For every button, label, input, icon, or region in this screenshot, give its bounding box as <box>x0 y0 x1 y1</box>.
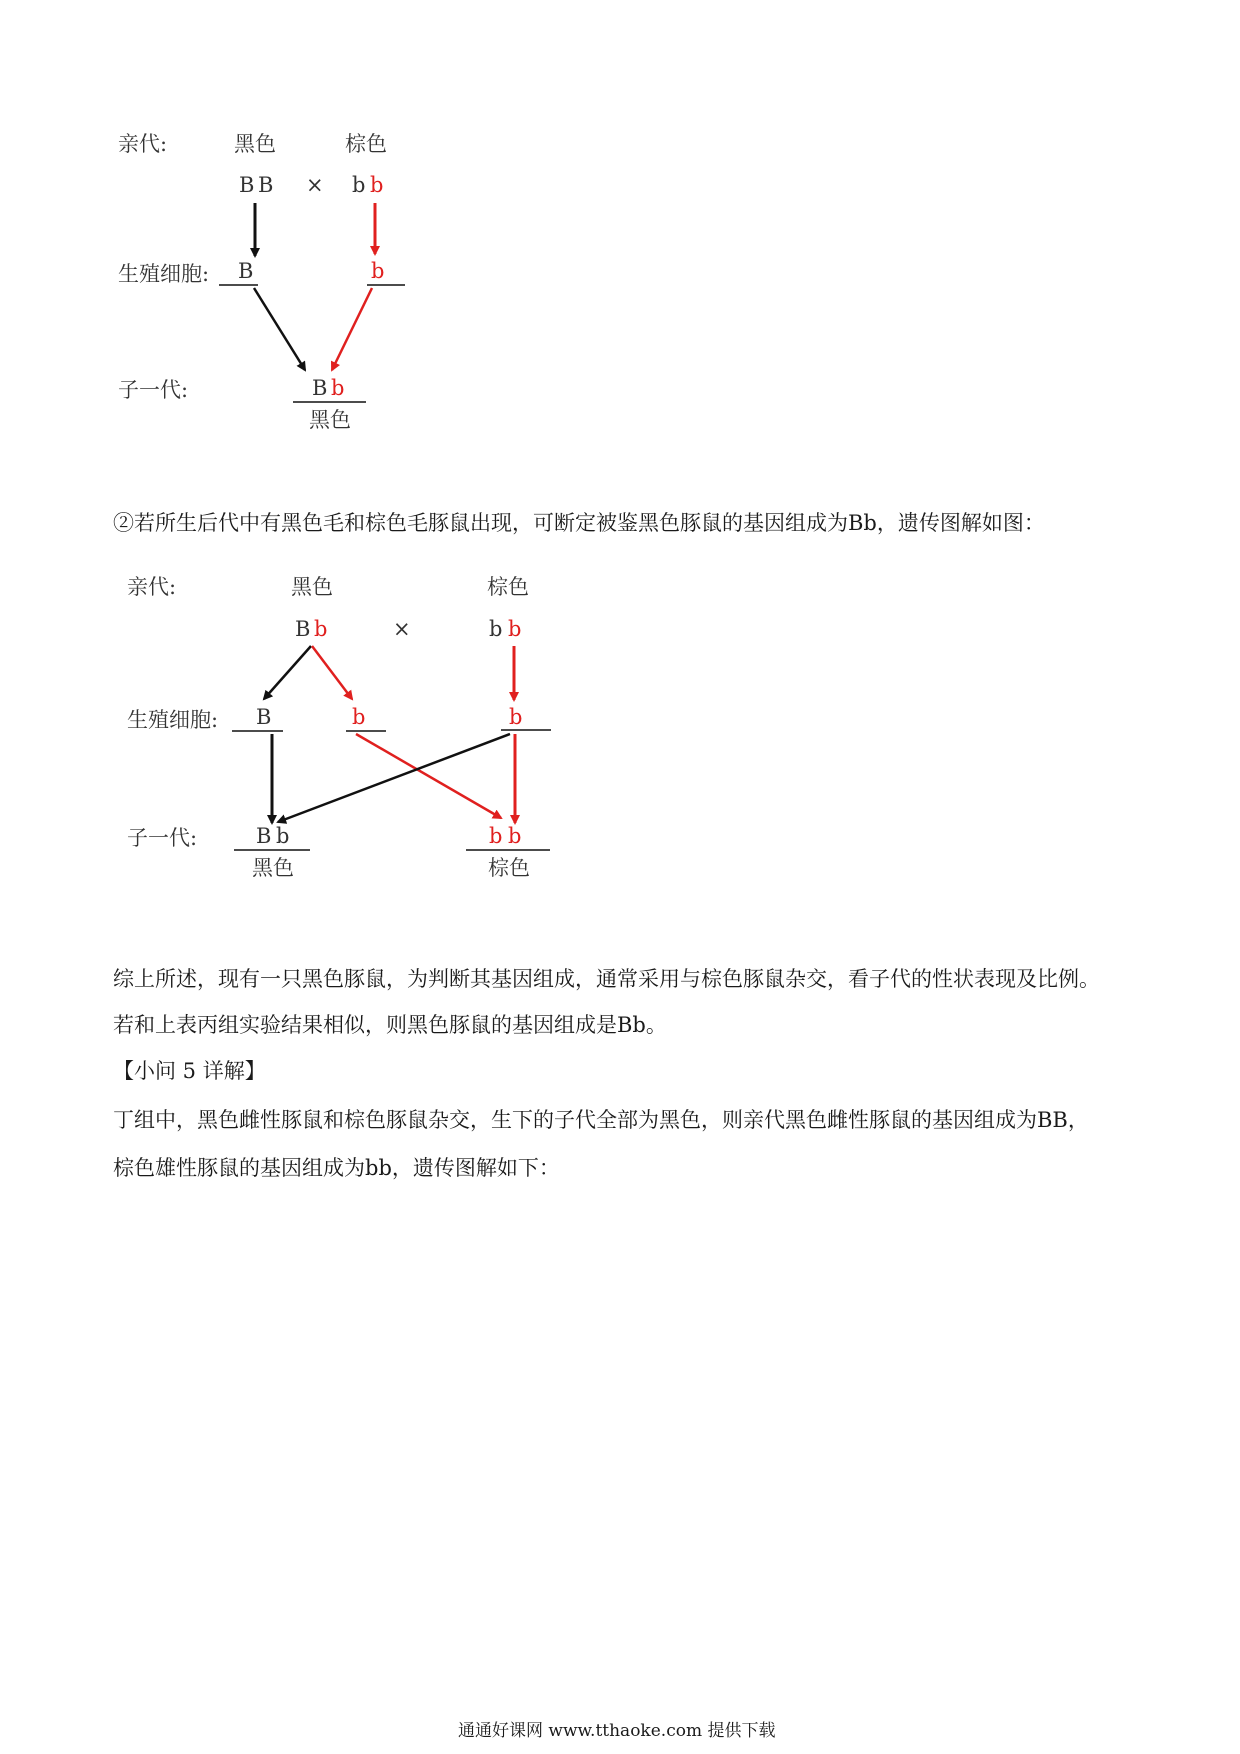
diagram2-graphics <box>232 646 551 850</box>
d1-arrow-gamete-right-to-offspring <box>332 288 372 370</box>
d1-parent-left-allele2: B <box>258 173 274 197</box>
d2-arrow-parent-to-gamete-b <box>312 646 352 699</box>
d1-parent-right-allele2: b <box>370 173 384 197</box>
d2-arrow-parent-to-gamete-B <box>264 646 311 699</box>
paragraph-2-line-2: 若和上表丙组实验结果相似，则黑色豚鼠的基因组成是Bb。 <box>113 1013 667 1037</box>
d2-label-gamete: 生殖细胞: <box>127 708 219 732</box>
d2-gamete-left-2: b <box>352 705 366 729</box>
d1-offspring-allele2: b <box>331 376 345 400</box>
d1-label-parent: 亲代: <box>118 132 168 156</box>
d2-gamete-left-1: B <box>256 705 272 729</box>
d1-parent-left-phenotype: 黑色 <box>234 132 276 156</box>
d1-gamete-left: B <box>238 259 254 283</box>
d2-offspring-right-allele1: b <box>489 824 503 848</box>
d2-parent-right-allele1: b <box>489 617 503 641</box>
d1-cross-symbol: × <box>306 173 324 197</box>
d2-parent-left-allele1: B <box>295 617 311 641</box>
d1-parent-right-phenotype: 棕色 <box>345 132 387 156</box>
paragraph-3-line-2: 棕色雄性豚鼠的基因组成为bb，遗传图解如下： <box>113 1156 560 1180</box>
d1-offspring-phenotype: 黑色 <box>309 408 351 432</box>
paragraph-2-line-1: 综上所述，现有一只黑色豚鼠，为判断其基因组成，通常采用与棕色豚鼠杂交，看子代的性状表现及比例。 <box>113 967 1100 991</box>
d1-arrow-gamete-left-to-offspring <box>254 288 305 370</box>
d2-parent-left-phenotype: 黑色 <box>291 575 333 599</box>
d2-offspring-right-phenotype: 棕色 <box>488 856 530 880</box>
paragraph-3-line-1: 丁组中，黑色雌性豚鼠和棕色豚鼠杂交，生下的子代全部为黑色，则亲代黑色雌性豚鼠的基因组成为BB， <box>113 1108 1089 1132</box>
d2-label-offspring: 子一代: <box>127 826 198 850</box>
d2-parent-left-allele2: b <box>314 617 328 641</box>
d2-offspring-left-phenotype: 黑色 <box>252 856 294 880</box>
d1-offspring-allele1: B <box>312 376 328 400</box>
d1-label-gamete: 生殖细胞: <box>118 262 210 286</box>
d2-parent-right-allele2: b <box>508 617 522 641</box>
d2-offspring-right-allele2: b <box>508 824 522 848</box>
d1-parent-left-allele1: B <box>239 173 255 197</box>
page-footer: 通通好课网 www.tthaoke.com 提供下载 <box>458 1721 776 1741</box>
paragraph-1: ②若所生后代中有黑色毛和棕色毛豚鼠出现，可断定被鉴黑色豚鼠的基因组成为Bb，遗传图解如图： <box>113 511 1045 535</box>
d2-offspring-left-allele2: b <box>276 824 290 848</box>
d2-offspring-left-allele1: B <box>256 824 272 848</box>
diagram1-graphics <box>219 203 405 402</box>
d2-cross-symbol: × <box>393 617 411 641</box>
d2-parent-right-phenotype: 棕色 <box>487 575 529 599</box>
d2-label-parent: 亲代: <box>127 575 177 599</box>
section-heading: 【小问 5 详解】 <box>113 1059 266 1083</box>
d1-gamete-right: b <box>371 259 385 283</box>
d2-gamete-right: b <box>509 705 523 729</box>
d2-arrow-right-gamete-to-left-offspring <box>278 734 510 822</box>
d1-label-offspring: 子一代: <box>118 378 189 402</box>
d1-parent-right-allele1: b <box>352 173 366 197</box>
